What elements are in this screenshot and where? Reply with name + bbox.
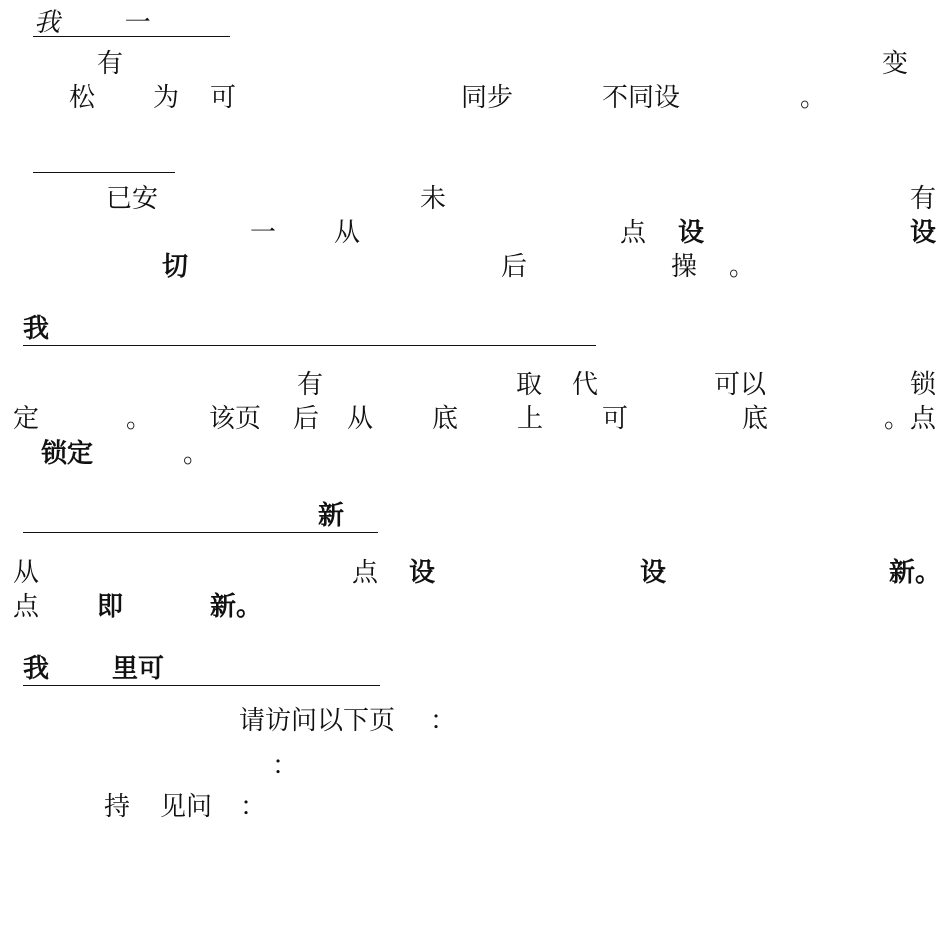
paragraph-fragment-bold: 新。 [889,558,942,588]
paragraph-fragment: 有 [297,370,324,400]
paragraph-fragment: ： [272,751,299,781]
paragraph-fragment: 操 [671,252,698,282]
paragraph-fragment-bold: 切 [162,252,189,282]
paragraph-fragment-bold: 设 [678,218,705,248]
paragraph-fragment: 未 [420,184,447,214]
paragraph-fragment-bold: 设 [910,218,937,248]
paragraph-fragment: 见问 [160,792,213,822]
section-1-heading-fragment: 一 [122,8,149,38]
paragraph-fragment: 请访问以下页 [239,706,396,736]
paragraph-fragment-bold: 设 [409,558,436,588]
paragraph-fragment: 松 [69,83,96,113]
paragraph-fragment: 点 [352,558,379,588]
paragraph-fragment: 后 [293,404,320,434]
section-3-heading-fragment: 我 [23,314,50,344]
section-5-heading-underline [23,685,380,686]
paragraph-fragment: 。 [800,83,827,113]
section-4-heading-underline [23,532,378,533]
paragraph-fragment: ： [240,792,267,822]
paragraph-fragment: 从 [13,558,40,588]
paragraph-fragment-bold: 即 [97,592,124,622]
paragraph-fragment: 可以 [714,370,767,400]
paragraph-fragment: 可 [210,83,237,113]
paragraph-fragment: 一 [250,218,277,248]
section-1-heading-underline [33,36,230,37]
paragraph-fragment-bold: 锁定 [41,439,94,469]
paragraph-fragment: 从 [347,404,374,434]
paragraph-fragment: 。 [126,404,153,434]
paragraph-fragment-bold: 设 [640,558,667,588]
paragraph-fragment: 。点 [884,404,937,434]
paragraph-fragment: 变 [882,49,909,79]
paragraph-fragment: 定 [13,404,40,434]
paragraph-fragment: 可 [602,404,629,434]
paragraph-fragment: 点 [13,592,40,622]
paragraph-fragment: 为 [153,83,180,113]
paragraph-fragment: 该页 [209,404,262,434]
paragraph-fragment: 上 [517,404,544,434]
paragraph-fragment: 锁 [910,370,937,400]
paragraph-fragment: ： [430,706,457,736]
section-5-heading-fragment: 里可 [112,654,165,684]
paragraph-fragment: 。 [729,252,756,282]
paragraph-fragment: 后 [501,252,528,282]
paragraph-fragment: 不同设 [602,83,681,113]
section-4-heading-fragment: 新 [318,501,345,531]
paragraph-fragment: 持 [104,792,131,822]
paragraph-fragment: 已安 [106,184,159,214]
paragraph-fragment: 从 [334,218,361,248]
paragraph-fragment: 有 [97,49,124,79]
section-5-heading-fragment: 我 [23,654,50,684]
paragraph-fragment: 。 [183,439,210,469]
paragraph-fragment: 底 [432,404,459,434]
paragraph-fragment: 代 [572,370,599,400]
section-1-heading-fragment: 我 [34,8,61,38]
paragraph-fragment: 点 [620,218,647,248]
section-2-heading-underline [33,172,175,173]
section-3-heading-underline [23,345,596,346]
paragraph-fragment: 取 [516,370,543,400]
paragraph-fragment-bold: 新。 [210,592,263,622]
paragraph-fragment: 同步 [461,83,514,113]
paragraph-fragment: 有 [910,184,937,214]
paragraph-fragment: 底 [742,404,769,434]
